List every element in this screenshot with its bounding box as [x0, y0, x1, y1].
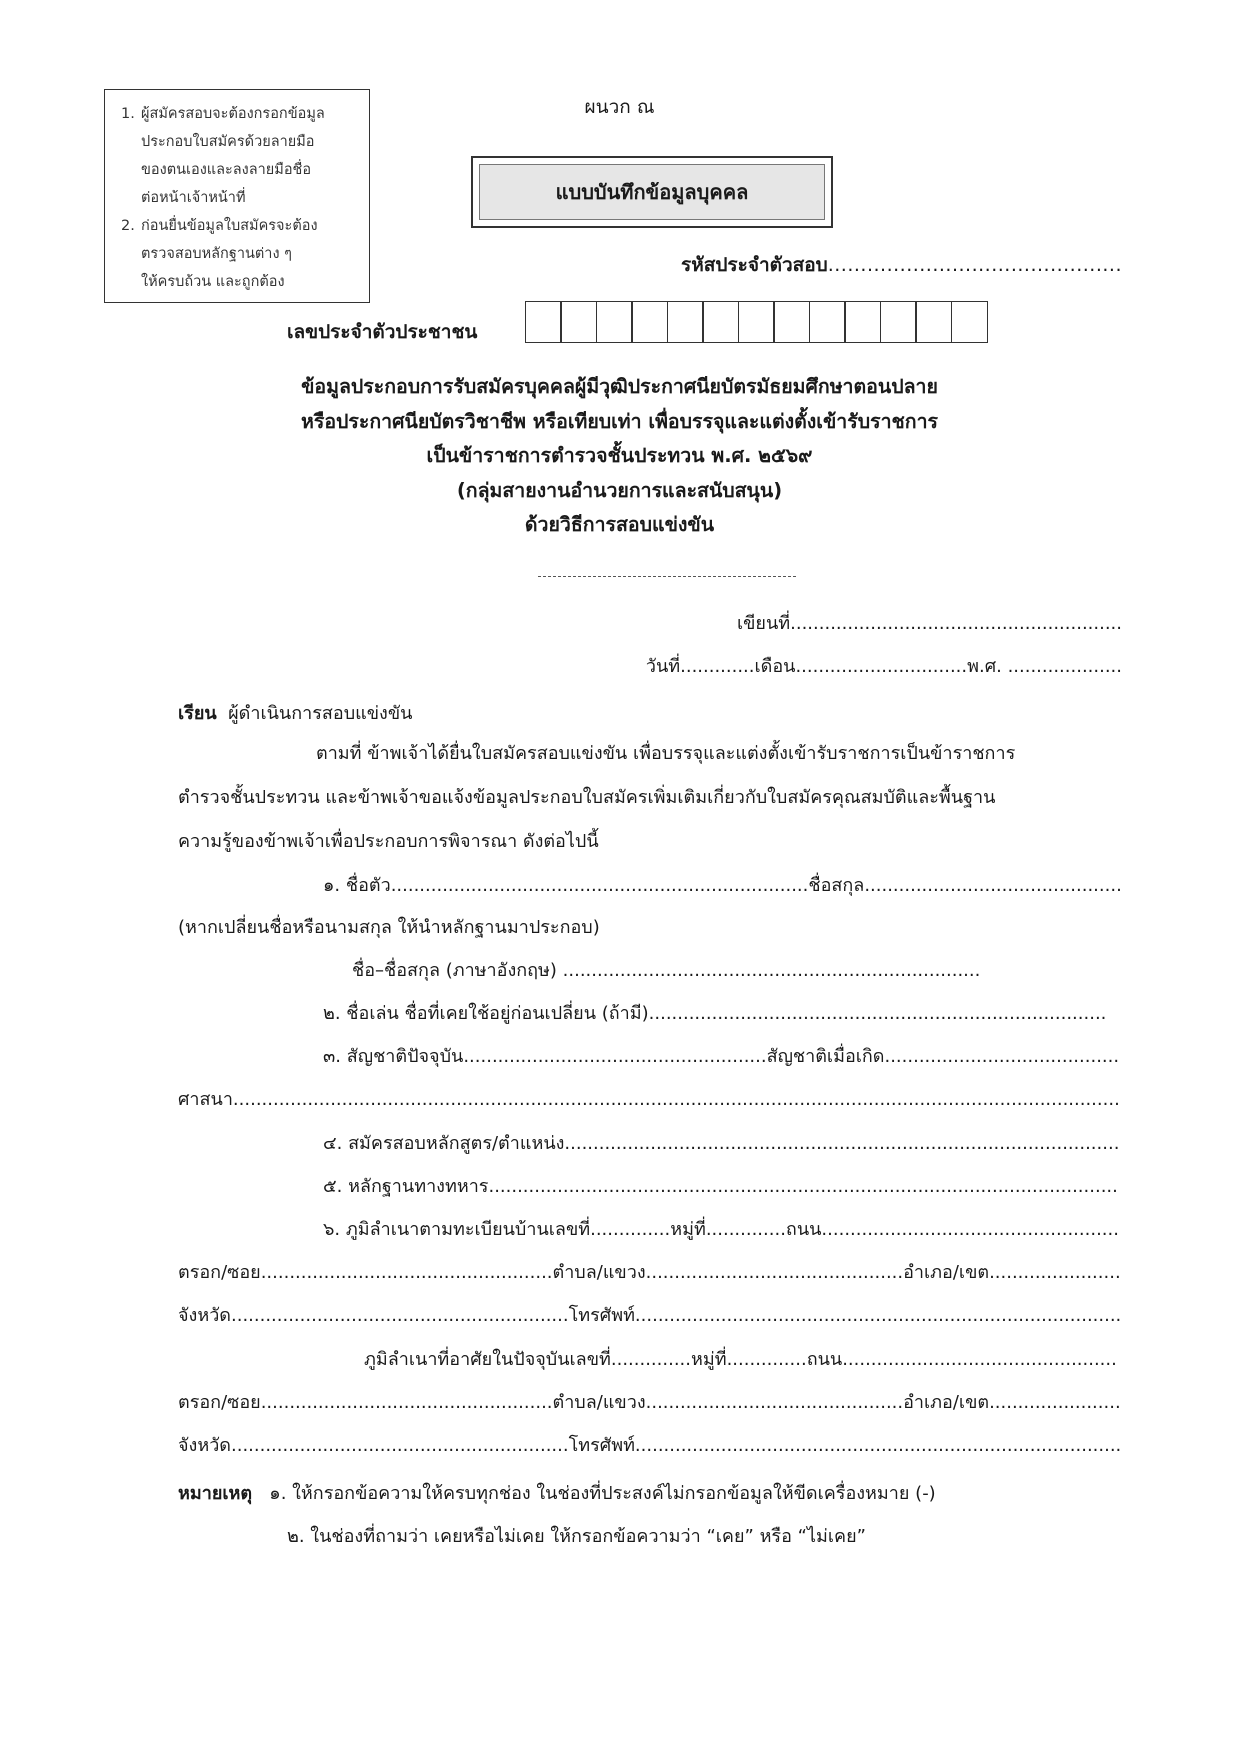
citizen-id-digit-box[interactable]	[702, 301, 739, 343]
citizen-id-digit-box[interactable]	[738, 301, 775, 343]
citizen-id-digit-box[interactable]	[809, 301, 846, 343]
instruction-item-2	[121, 212, 359, 296]
form-heading	[0, 370, 1239, 543]
remark-text: ๑. ให้กรอกข้อความให้ครบทุกช่อง ในช่องที่ประสงค์ไม่กรอกข้อมูลให้ขีดเครื่องหมาย (-)	[269, 1483, 936, 1504]
field-nickname[interactable]: ๒. ชื่อเล่น ชื่อที่เคยใช้อยู่ก่อนเปลี่ยน (ถ้ามี)................................................................................	[323, 1003, 1107, 1024]
citizen-id-digit-box[interactable]	[951, 301, 988, 343]
exam-id-label: รหัสประจำตัวสอบ	[681, 254, 828, 276]
heading-line: ข้อมูลประกอบการรับสมัครบุคคลผู้มีวุฒิประกาศนียบัตรมัธยมศึกษาตอนปลาย	[301, 375, 938, 398]
name-change-note: (หากเปลี่ยนชื่อหรือนามสกุล ให้นำหลักฐานมาประกอบ)	[178, 917, 600, 938]
instruction-line: ก่อนยื่นข้อมูลใบสมัครจะต้อง	[141, 218, 318, 234]
instruction-number: 2.	[121, 218, 135, 234]
instruction-line: ประกอบใบสมัครด้วยลายมือ	[141, 134, 315, 150]
field-military-evidence[interactable]: ๕. หลักฐานทางทหาร..............................................................................................................	[323, 1176, 1118, 1197]
remarks-label: หมายเหตุ	[178, 1483, 253, 1504]
instruction-line: ต่อหน้าเจ้าหน้าที่	[141, 190, 246, 206]
citizen-id-digit-box[interactable]	[773, 301, 810, 343]
salutation-label: เรียน	[178, 703, 217, 724]
exam-id-field[interactable]	[681, 250, 1122, 280]
exam-id-blank[interactable]: .............................................	[827, 254, 1122, 276]
salutation-recipient: ผู้ดำเนินการสอบแข่งขัน	[228, 703, 413, 724]
form-title-box	[471, 156, 833, 228]
field-course-position[interactable]: ๔. สมัครสอบหลักสูตร/ตำแหน่ง.................................................................................................	[323, 1133, 1120, 1154]
heading-line: หรือประกาศนียบัตรวิชาชีพ หรือเทียบเท่า เพื่อบรรจุและแต่งตั้งเข้ารับราชการ	[301, 409, 938, 433]
field-first-last-name[interactable]: ๑. ชื่อตัว.........................................................................ชื่อสกุล.............................................	[323, 875, 1122, 896]
instruction-line: ตรวจสอบหลักฐานต่าง ๆ	[141, 246, 292, 262]
body-paragraph-line: ตำรวจชั้นประทวน และข้าพเจ้าขอแจ้งข้อมูลประกอบใบสมัครเพิ่มเติมเกี่ยวกับใบสมัครคุณสมบัติและพื้นฐาน	[178, 787, 996, 808]
citizen-id-digit-box[interactable]	[631, 301, 668, 343]
field-registered-address-district[interactable]: ตรอก/ซอย...................................................ตำบล/แขวง.............................................อำเภอ/เขต.......................	[178, 1262, 1121, 1283]
instruction-line: ให้ครบถ้วน และถูกต้อง	[141, 274, 285, 290]
field-current-address-province[interactable]: จังหวัด...........................................................โทรศัพท์.....................................................................................	[178, 1435, 1122, 1456]
citizen-id-digit-box[interactable]	[596, 301, 633, 343]
body-paragraph-line: ตามที่ ข้าพเจ้าได้ยื่นใบสมัครสอบแข่งขัน เพื่อบรรจุและแต่งตั้งเข้ารับราชการเป็นข้าราชการ	[316, 743, 1016, 764]
divider	[538, 576, 796, 577]
heading-line: (กลุ่มสายงานอำนวยการและสนับสนุน)	[456, 478, 783, 502]
salutation	[178, 698, 412, 727]
instruction-line: ผู้สมัครสอบจะต้องกรอกข้อมูล	[141, 106, 325, 122]
body-paragraph-line: ความรู้ของข้าพเจ้าเพื่อประกอบการพิจารณา ดังต่อไปนี้	[178, 831, 599, 852]
date-field[interactable]: วันที่.............เดือน..............................พ.ศ. ....................	[645, 656, 1122, 677]
field-current-address-district[interactable]: ตรอก/ซอย...................................................ตำบล/แขวง.............................................อำเภอ/เขต.......................	[178, 1392, 1121, 1413]
citizen-id-digit-box[interactable]	[844, 301, 881, 343]
remark-1	[178, 1478, 936, 1507]
field-registered-address-province[interactable]: จังหวัด...........................................................โทรศัพท์.....................................................................................	[178, 1305, 1122, 1326]
citizen-id-digit-box[interactable]	[915, 301, 952, 343]
field-current-address[interactable]: ภูมิลำเนาที่อาศัยในปัจจุบันเลขที่..............หมู่ที่..............ถนน................................................	[364, 1349, 1117, 1370]
heading-line: ด้วยวิธีการสอบแข่งขัน	[524, 513, 715, 536]
citizen-id-digit-box[interactable]	[560, 301, 597, 343]
citizen-id-digit-box[interactable]	[667, 301, 704, 343]
written-at-field[interactable]: เขียนที่..........................................................	[736, 613, 1122, 634]
citizen-id-boxes	[526, 301, 988, 343]
instruction-number: 1.	[121, 106, 135, 122]
field-english-name[interactable]: ชื่อ–ชื่อสกุล (ภาษาอังกฤษ) .........................................................................	[352, 960, 981, 981]
instruction-line: ของตนเองและลงลายมือชื่อ	[141, 162, 312, 178]
citizen-id-label: เลขประจำตัวประชาชน	[287, 321, 478, 343]
field-religion[interactable]: ศาสนา...........................................................................................................................................................	[178, 1089, 1120, 1110]
heading-line: เป็นข้าราชการตำรวจชั้นประทวน พ.ศ. ๒๕๖๙	[426, 444, 813, 467]
appendix-label: ผนวก ณ	[584, 96, 655, 118]
field-nationality[interactable]: ๓. สัญชาติปัจจุบัน.....................................................สัญชาติเมื่อเกิด.........................................	[323, 1046, 1120, 1067]
field-registered-address[interactable]: ๖. ภูมิลำเนาตามทะเบียนบ้านเลขที่..............หมู่ที่..............ถนน....................................................	[323, 1219, 1119, 1240]
form-title: แบบบันทึกข้อมูลบุคคล	[479, 164, 825, 220]
remark-2: ๒. ในช่องที่ถามว่า เคยหรือไม่เคย ให้กรอกข้อความว่า “เคย” หรือ “ไม่เคย”	[287, 1526, 866, 1547]
citizen-id-digit-box[interactable]	[525, 301, 562, 343]
citizen-id-digit-box[interactable]	[880, 301, 917, 343]
